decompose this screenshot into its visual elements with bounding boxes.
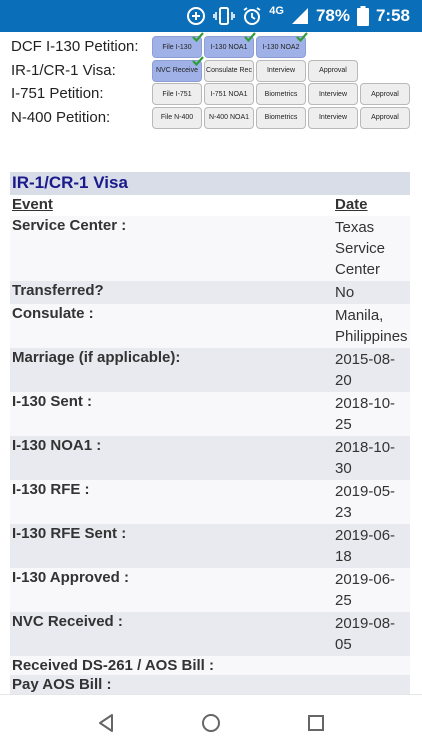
event-cell: Received DS-261 / AOS Bill : xyxy=(12,657,215,674)
progress-label: N-400 Petition: xyxy=(11,108,111,126)
table-row xyxy=(10,348,410,392)
date-cell xyxy=(333,675,410,694)
navigation-bar xyxy=(0,694,422,750)
event-cell: Service Center : xyxy=(12,217,127,234)
event-cell: I-130 Approved : xyxy=(12,569,129,586)
progress-row-i130 xyxy=(0,36,422,60)
progress-step-label: I-130 NOA2 xyxy=(262,43,300,51)
progress-steps xyxy=(152,107,410,129)
progress-step[interactable] xyxy=(256,107,306,129)
status-bar xyxy=(0,0,422,32)
event-cell: I-130 RFE : xyxy=(12,481,90,498)
progress-step-label: Consulate Rec xyxy=(206,67,252,74)
battery-icon xyxy=(357,6,369,26)
progress-step-label: File N-400 xyxy=(160,114,194,121)
date-cell: 2018-10-25 xyxy=(335,395,396,433)
back-icon[interactable] xyxy=(92,709,120,737)
progress-step[interactable] xyxy=(360,83,410,105)
progress-step[interactable] xyxy=(152,83,202,105)
event-cell: NVC Received : xyxy=(12,613,123,630)
progress-step[interactable] xyxy=(152,60,202,82)
battery-percent: 78% xyxy=(315,6,350,25)
date-cell: Texas Service Center xyxy=(335,219,386,278)
table-row xyxy=(10,304,410,348)
progress-step-label: Interview xyxy=(266,67,295,74)
progress-step-label: Approval xyxy=(319,67,347,74)
home-icon[interactable] xyxy=(197,709,225,737)
progress-label: IR-1/CR-1 Visa: xyxy=(11,61,116,79)
progress-step[interactable] xyxy=(204,60,254,82)
event-cell: Consulate : xyxy=(12,305,94,322)
progress-step-label: File I-751 xyxy=(162,90,192,98)
section-title: IR-1/CR-1 Visa xyxy=(10,172,410,195)
progress-step-label: File I-130 xyxy=(162,43,192,51)
table-header xyxy=(10,195,410,216)
table-row xyxy=(10,480,410,524)
progress-steps xyxy=(152,36,306,58)
progress-step-label: Biometrics xyxy=(264,90,298,98)
timeline-rows xyxy=(10,216,410,713)
progress-step-label: I-130 NOA1 xyxy=(210,43,248,51)
progress-step-label: Approval xyxy=(371,114,399,121)
timeline-section xyxy=(10,172,410,713)
progress-label: I-751 Petition: xyxy=(11,85,104,102)
table-row xyxy=(10,281,410,304)
check-icon xyxy=(244,32,256,42)
vibrate-icon xyxy=(213,6,235,26)
progress-step-label: Interview xyxy=(318,114,347,121)
network-type: 4G xyxy=(269,5,284,17)
date-cell: 2015-08-20 xyxy=(335,351,396,389)
table-row xyxy=(10,524,410,568)
progress-step-label: Interview xyxy=(318,90,347,98)
event-cell: I-130 RFE Sent : xyxy=(12,525,127,542)
progress-step[interactable] xyxy=(204,107,254,129)
progress-step-label: NVC Receive xyxy=(155,67,198,74)
check-icon xyxy=(192,56,204,66)
column-header-date: Date xyxy=(335,196,368,213)
event-cell: I-130 NOA1 : xyxy=(12,437,102,454)
clock: 7:58 xyxy=(375,6,410,25)
progress-label: DCF I-130 Petition: xyxy=(11,38,139,55)
progress-step[interactable] xyxy=(308,83,358,105)
progress-step-label: Biometrics xyxy=(264,114,298,121)
table-row xyxy=(10,392,410,436)
progress-step[interactable] xyxy=(204,83,254,105)
data-saver-icon xyxy=(186,6,206,26)
signal-icon xyxy=(291,7,309,25)
event-cell: I-130 Sent : xyxy=(12,393,93,410)
table-row xyxy=(10,216,410,281)
progress-step[interactable] xyxy=(360,107,410,129)
progress-step[interactable] xyxy=(256,83,306,105)
table-row xyxy=(10,675,410,694)
check-icon xyxy=(192,32,204,42)
progress-step[interactable] xyxy=(152,107,202,129)
progress-row-visa xyxy=(0,60,422,84)
progress-step-label: Approval xyxy=(371,90,399,98)
alarm-icon xyxy=(242,6,262,26)
progress-row-n400 xyxy=(0,107,422,131)
date-cell: Manila, Philippines xyxy=(335,307,408,345)
date-cell xyxy=(333,656,410,675)
progress-step[interactable] xyxy=(204,36,254,58)
recents-icon[interactable] xyxy=(302,709,330,737)
progress-row-i751 xyxy=(0,83,422,107)
table-row xyxy=(10,436,410,480)
progress-step-label: I-751 NOA1 xyxy=(210,90,248,98)
table-row xyxy=(10,568,410,612)
progress-tracker xyxy=(0,36,422,130)
date-cell: 2019-05-23 xyxy=(335,483,396,521)
table-row xyxy=(10,612,410,656)
progress-steps xyxy=(152,83,410,105)
date-cell: 2019-06-18 xyxy=(335,527,396,565)
event-cell: Transferred? xyxy=(12,282,104,299)
progress-step-label: N-400 NOA1 xyxy=(208,114,250,121)
progress-step[interactable] xyxy=(308,107,358,129)
date-cell: 2018-10-30 xyxy=(335,439,396,477)
table-row xyxy=(10,656,410,675)
column-header-event: Event xyxy=(12,196,53,213)
progress-step[interactable] xyxy=(256,60,306,82)
progress-step[interactable] xyxy=(256,36,306,58)
progress-steps xyxy=(152,60,358,82)
date-cell: No xyxy=(335,284,355,301)
progress-step[interactable] xyxy=(308,60,358,82)
event-cell: Marriage (if applicable): xyxy=(12,349,181,366)
event-cell: Pay AOS Bill : xyxy=(12,676,112,693)
date-cell: 2019-08-05 xyxy=(335,615,396,653)
check-icon xyxy=(296,32,308,42)
date-cell: 2019-06-25 xyxy=(335,571,396,609)
